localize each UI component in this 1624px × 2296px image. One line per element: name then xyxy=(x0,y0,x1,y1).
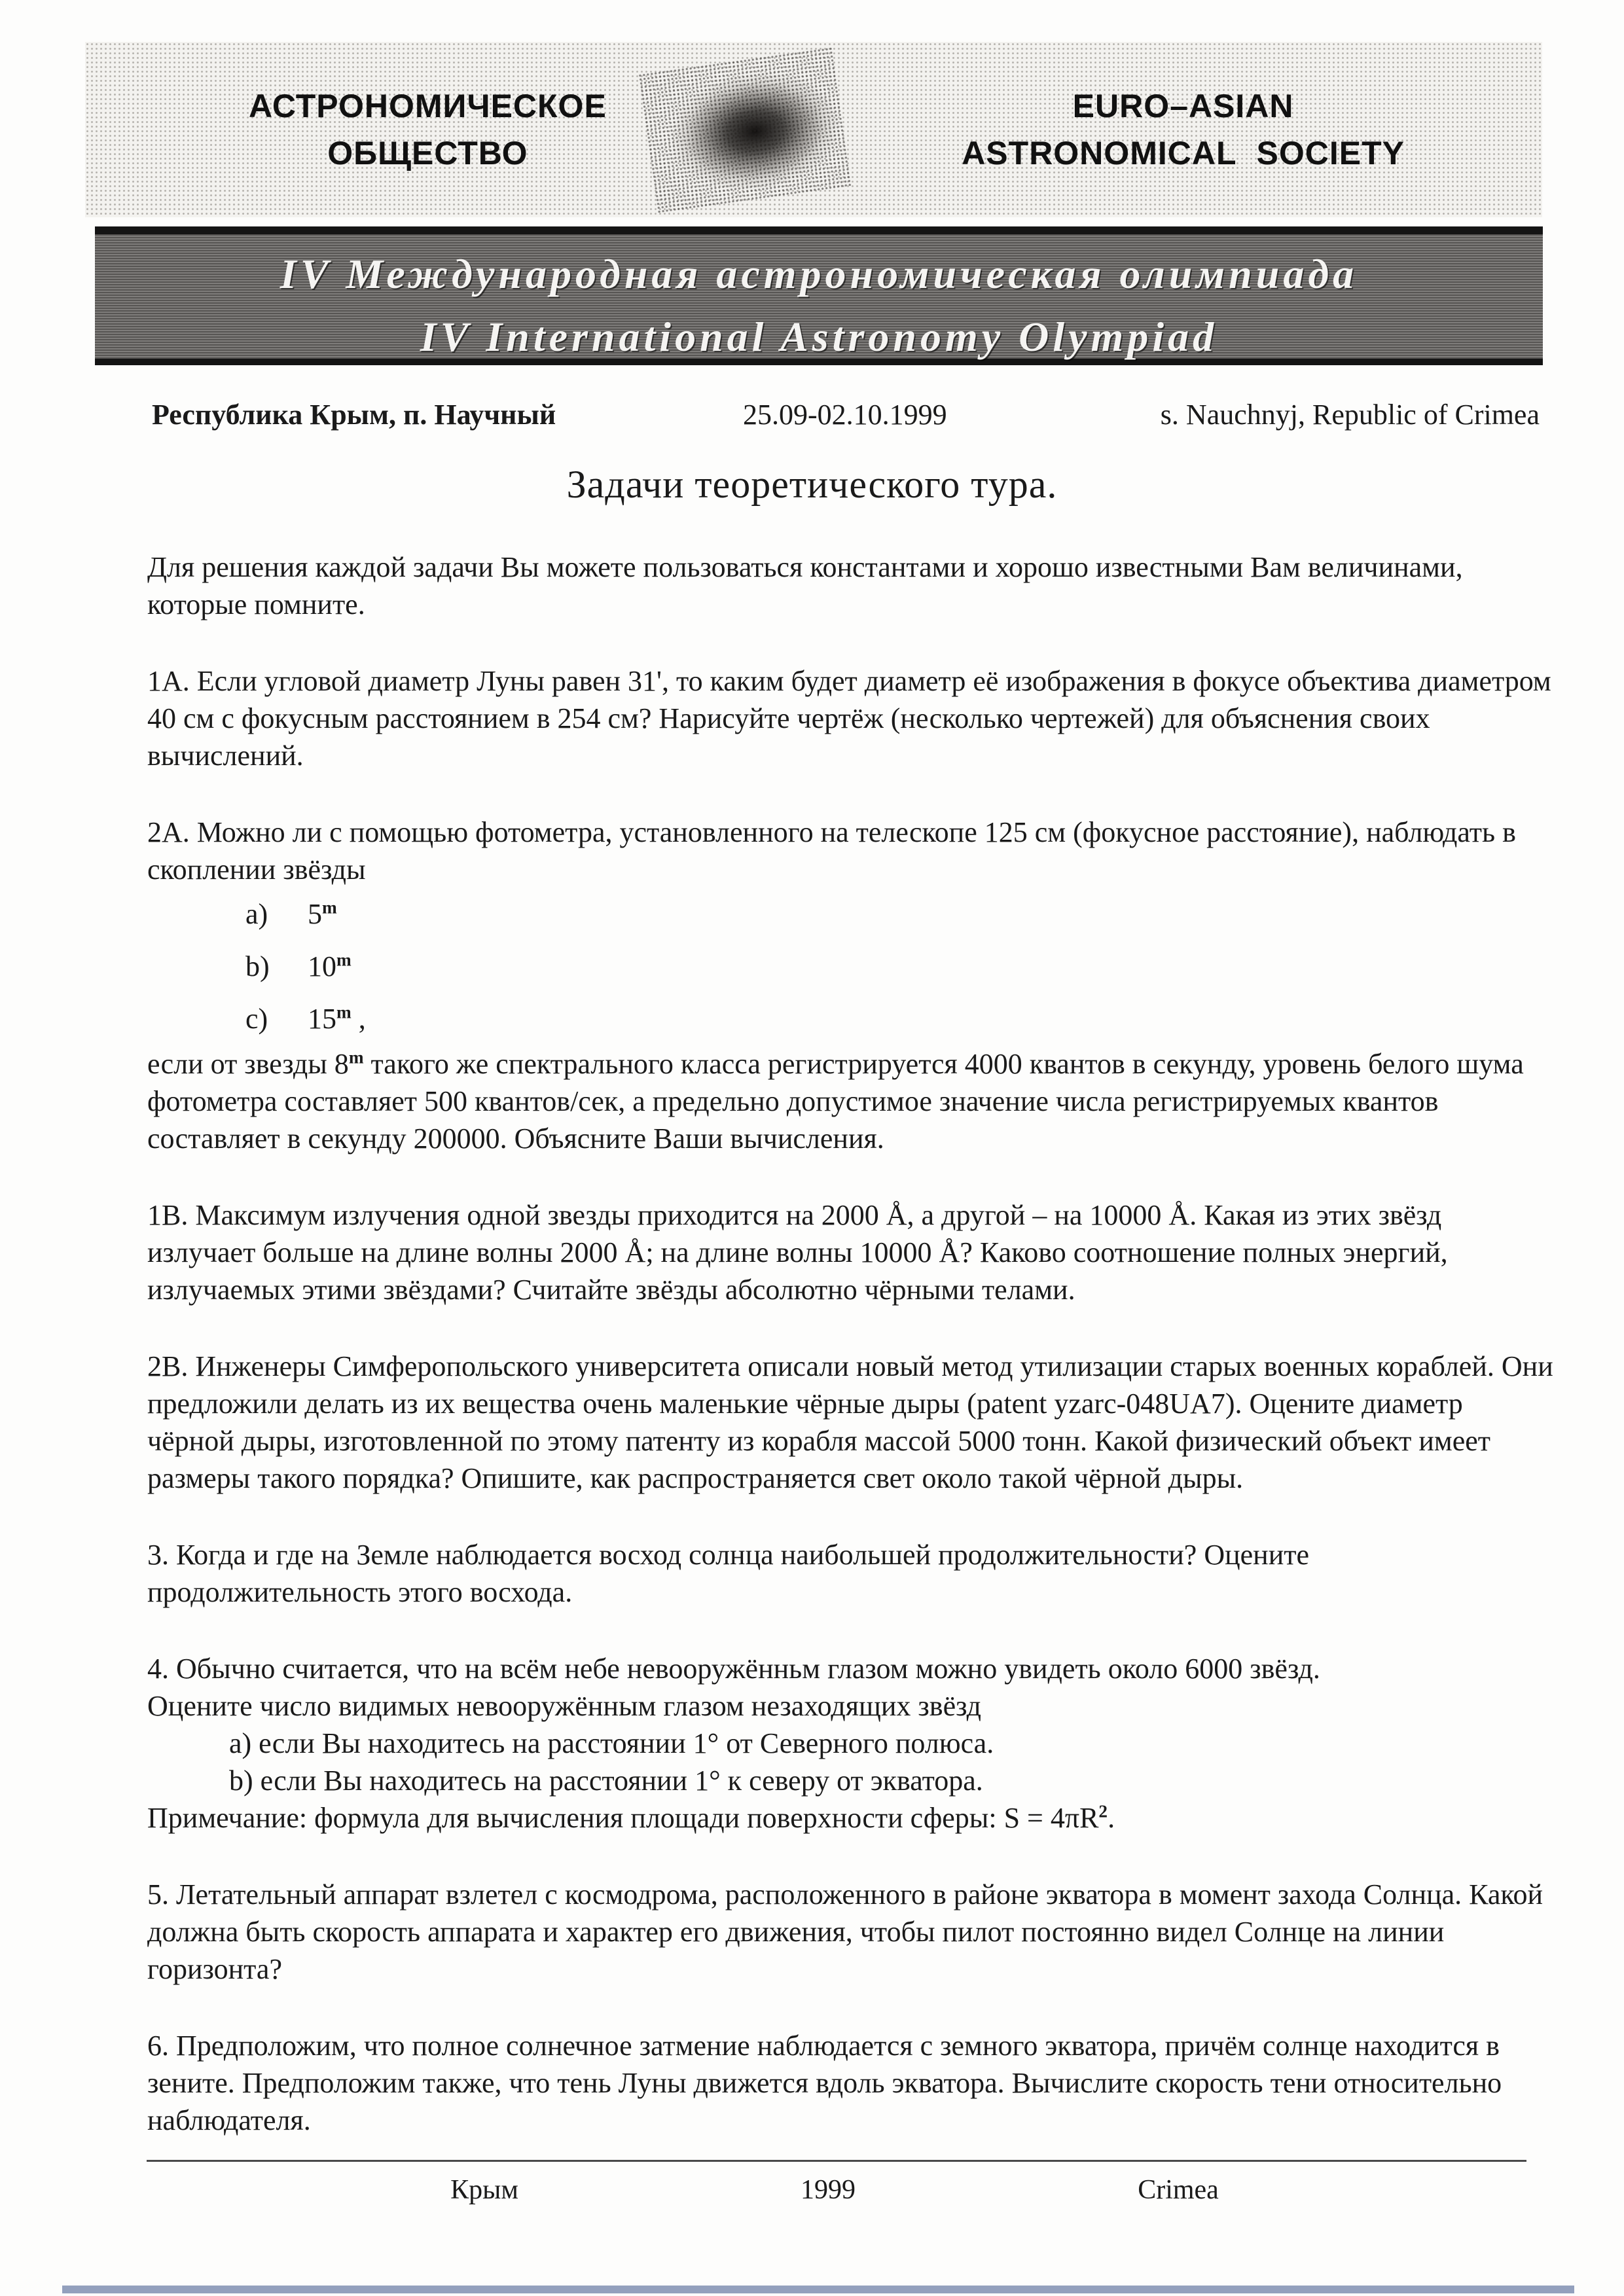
problem-2b: 2В. Инженеры Симферопольского университета описали новый метод утилизации старых военных кораблей. Они предложили делать из их вещества очень маленькие чёрные дыры (patent yzarc-048UA7). Оцените диаметр чёрной дыры, изготовленной по этому патенту из корабля массой 5000 тонн. Какой физический объект имеет размеры такого порядка? Опишите, как распространяется свет около такой чёрной дыры. xyxy=(147,1350,1553,1494)
superscript-m: m xyxy=(348,1047,364,1067)
problem-2a-continuation xyxy=(147,1045,1553,1157)
subitem-a: а) если Вы находитесь на расстоянии 1° от Северного полюса. xyxy=(229,1727,994,1759)
superscript-m: m xyxy=(322,897,337,918)
problem-1b: 1В. Максимум излучения одной звезды приходится на 2000 Å, а другой – на 10000 Å. Какая из этих звёзд излучает больше на длине волны 2000 Å; на длине волны 10000 Å? Каково соотношение полных энергий, излучаемых этими звёздами? Считайте звёзды абсолютно чёрными телами. xyxy=(147,1199,1448,1306)
cont-text-before: если от звезды 8 xyxy=(147,1048,349,1080)
galaxy-logo-icon xyxy=(638,46,852,213)
problem-5: 5. Летательный аппарат взлетел с космодрома, расположенного в районе экватора в момент захода Солнца. Какой должна быть скорость аппарата и характер его движения, чтобы пилот постоянно видел Солнце на линии горизонта? xyxy=(147,1878,1543,1985)
society-en-line1: EURO–ASIAN xyxy=(1072,88,1294,124)
society-ru-line1: АСТРОНОМИЧЕСКОЕ xyxy=(249,88,607,124)
magnitude-item-b xyxy=(245,941,1553,993)
document-body xyxy=(147,548,1553,2139)
location-russian: Республика Крым, п. Научный xyxy=(152,399,556,431)
location-english: s. Nauchnyj, Republic of Crimea xyxy=(1160,399,1540,431)
superscript-m: m xyxy=(336,1002,352,1022)
scan-edge-artifact xyxy=(62,2286,1574,2293)
event-meta-row xyxy=(0,398,1624,437)
event-dates: 25.09-02.10.1999 xyxy=(743,399,947,431)
problem-6: 6. Предположим, что полное солнечное затмение наблюдается с земного экватора, причём солнце находится в зените. Предположим также, что тень Луны движется вдоль экватора. Вычислите скорость тени относительно наблюдателя. xyxy=(147,2030,1502,2136)
problem-2a-lead: 2А. Можно ли с помощью фотометра, установленного на телескопе 125 см (фокусное расстояние), наблюдать в скоплении звёзды xyxy=(147,816,1516,886)
item-tail: , xyxy=(351,1003,366,1035)
note-tail: . xyxy=(1108,1802,1115,1834)
problem-4-subitems xyxy=(147,1725,1553,1799)
olympiad-title-english: IV International Astronomy Olympiad xyxy=(420,314,1218,360)
society-en-line2: ASTRONOMICAL SOCIETY xyxy=(962,135,1405,171)
footer-divider xyxy=(147,2160,1526,2162)
footer-region-en: Crimea xyxy=(1138,2175,1219,2205)
note-text: Примечание: формула для вычисления площади поверхности сферы: S = 4πR xyxy=(147,1802,1099,1834)
footer-year: 1999 xyxy=(801,2175,856,2205)
cont-text-after: такого же спектрального класса регистрируется 4000 квантов в секунду, уровень белого шума фотометра составляет 500 квантов/сек, а предельно допустимое значение числа регистрируемых квантов составляет в секунду 200000. Объясните Ваши вычисления. xyxy=(147,1048,1524,1155)
intro-paragraph: Для решения каждой задачи Вы можете пользоваться константами и хорошо известными Вам величинами, которые помните. xyxy=(147,551,1463,620)
item-value: 5 xyxy=(308,898,322,930)
society-name-english xyxy=(962,82,1405,177)
item-label: c) xyxy=(245,1003,268,1035)
magnitude-item-a xyxy=(245,888,1553,941)
page-title: Задачи теоретического тура. xyxy=(566,463,1058,506)
problem-4-note xyxy=(147,1799,1553,1837)
item-value: 10 xyxy=(308,950,336,982)
society-name-russian xyxy=(249,82,607,177)
olympiad-title-russian: IV Международная астрономическая олимпиада xyxy=(280,251,1358,297)
magnitude-item-c xyxy=(245,993,1553,1045)
problem-4-lead1: 4. Обычно считается, что на всём небе невооружённьм глазом можно увидеть около 6000 звёзд. xyxy=(147,1653,1320,1685)
problem-3: 3. Когда и где на Земле наблюдается восход солнца наибольшей продолжительности? Оцените продолжительность этого восхода. xyxy=(147,1539,1310,1608)
problem-2a xyxy=(147,814,1553,1157)
magnitude-list xyxy=(147,888,1553,1045)
superscript-m: m xyxy=(336,950,352,970)
problem-1a: 1А. Если угловой диаметр Луны равен 31', то каким будет диаметр её изображения в фокусе объектива диаметром 40 см с фокусным расстоянием в 254 см? Нарисуйте чертёж (несколько чертежей) для объяснения своих вычислений. xyxy=(147,665,1551,772)
superscript-2: 2 xyxy=(1098,1801,1108,1821)
problem-4-lead2: Оцените число видимых невооружённым глазом незаходящих звёзд xyxy=(147,1690,982,1722)
olympiad-title-banner xyxy=(95,226,1543,365)
subitem-b: b) если Вы находитесь на расстоянии 1° к северу от экватора. xyxy=(229,1765,983,1797)
item-value: 15 xyxy=(308,1003,336,1035)
header-banner xyxy=(85,42,1542,217)
problem-4 xyxy=(147,1650,1553,1837)
footer-region-ru: Крым xyxy=(450,2175,518,2205)
item-label: b) xyxy=(245,950,270,982)
item-label: a) xyxy=(245,898,268,930)
society-ru-line2: ОБЩЕСТВО xyxy=(327,135,528,171)
